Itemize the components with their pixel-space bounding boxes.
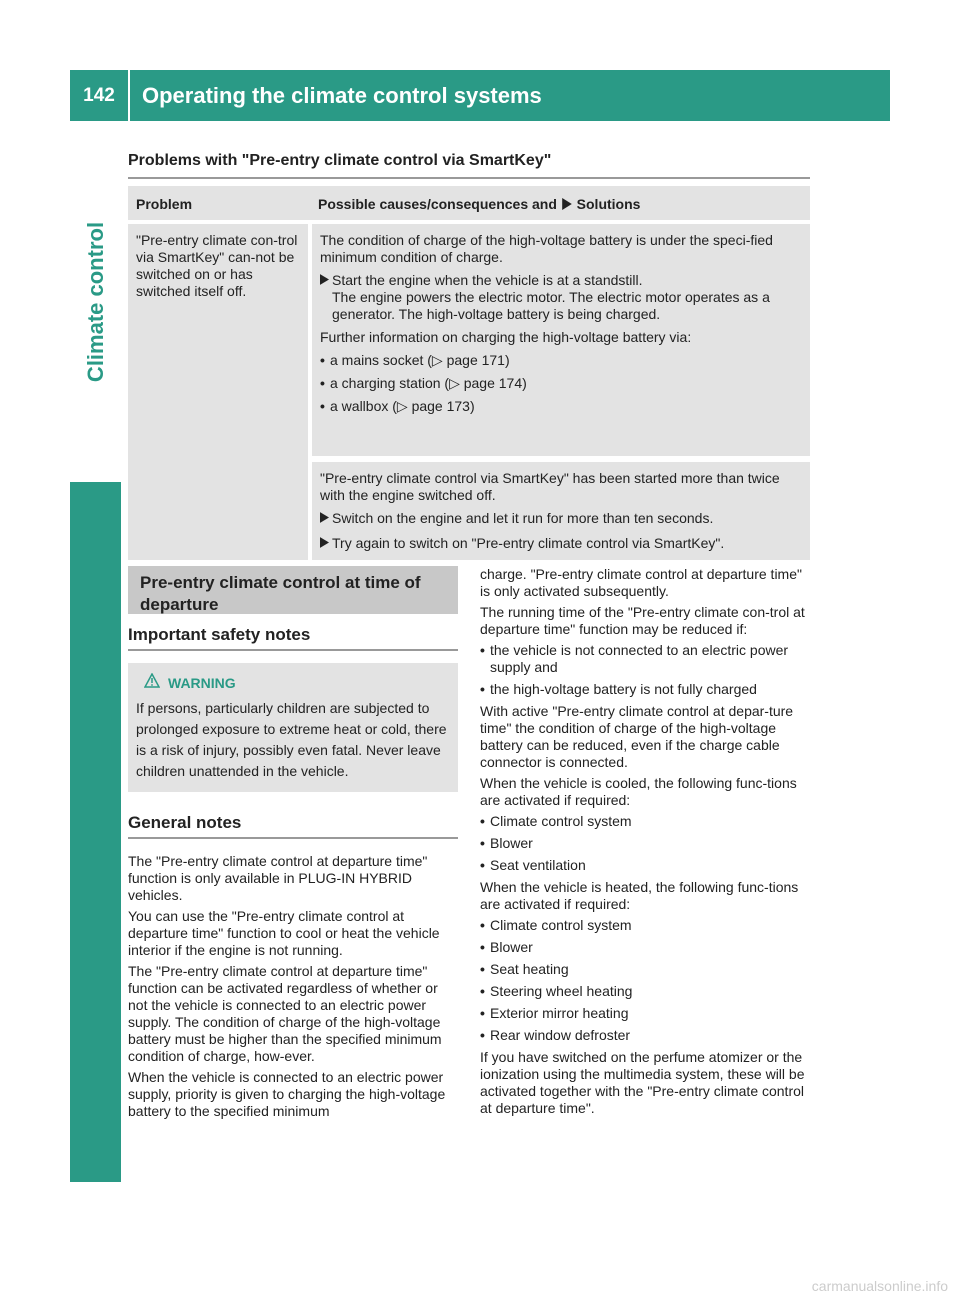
warning-title-row [136, 673, 450, 694]
list-item: • Blower [480, 835, 533, 851]
warning-triangle-icon [144, 673, 160, 694]
table-header [128, 186, 810, 220]
page-number: 142 [83, 84, 115, 106]
paragraph: With active "Pre-entry climate control at depar-ture time" the condition of charge of the high-voltage battery can be reduced, even if the charge cable connector is connected. [480, 703, 794, 770]
header-solutions-prefix: Possible causes/consequences and [318, 196, 557, 212]
paragraph: The "Pre-entry climate control at departure time" function can be activated regardless of whether or not the vehicle is connected to an electric power supply. The condition of charge of the high-voltage battery must be higher than the specified minimum condition of charge, how-ever. [128, 963, 442, 1064]
cause-cell-2 [312, 462, 810, 560]
side-tab-label: Climate control [82, 221, 108, 383]
list-item: • a charging station (▷ page 174) [320, 375, 527, 391]
safety-heading: Important safety notes [128, 626, 458, 651]
cause1-step [320, 272, 802, 323]
side-tab-bar [70, 482, 121, 1182]
list-item: • the vehicle is not connected to an electric power supply and [480, 642, 789, 675]
list-item: • the high-voltage battery is not fully charged [480, 681, 757, 697]
paragraph: charge. "Pre-entry climate control at departure time" is only activated subsequently. [480, 566, 802, 599]
paragraph: If you have switched on the perfume atomizer or the ionization using the multimedia system, these will be activated together with the "Pre-entry climate control at departure time". [480, 1049, 805, 1116]
cause1-further: Further information on charging the high-voltage battery via: [320, 329, 692, 345]
list-item: • Climate control system [480, 917, 632, 933]
footer-watermark: carmanualsonline.info [811, 1278, 948, 1294]
paragraph: When the vehicle is heated, the following func-tions are activated if required: [480, 879, 799, 912]
right-column [480, 566, 812, 1121]
warning-box [128, 663, 458, 792]
paragraph: When the vehicle is connected to an electric power supply, priority is given to charging the high-voltage battery to the specified minimum [128, 1069, 446, 1119]
paragraph: When the vehicle is cooled, the following func-tions are activated if required: [480, 775, 797, 808]
list-item: • Rear window defroster [480, 1027, 631, 1043]
cause2-step: Switch on the engine and let it run for more than ten seconds. [320, 510, 802, 529]
warning-text: If persons, particularly children are subjected to prolonged exposure to extreme heat or cold, there is a risk of injury, possibly even fatal. Never leave children unattended in the vehicle. [136, 700, 447, 779]
list-item: • a wallbox (▷ page 173) [320, 398, 475, 414]
cause1-text: The condition of charge of the high-voltage battery is under the speci-fied minimum condition of charge. [320, 232, 773, 265]
cause2-step: Try again to switch on "Pre-entry climate control via SmartKey". [320, 535, 802, 554]
side-tab [70, 122, 121, 482]
problem-cell: "Pre-entry climate con-trol via SmartKey" can-not be switched on or has switched itself off. [128, 224, 308, 560]
arrow-right-icon [320, 510, 332, 529]
paragraph: The running time of the "Pre-entry climate con-trol at departure time" function may be reduced if: [480, 604, 805, 637]
cause-cell-1 [312, 224, 810, 456]
list-item: • Seat ventilation [480, 857, 586, 873]
list-item: • Climate control system [480, 813, 632, 829]
problems-table [128, 186, 810, 560]
arrow-right-icon [561, 196, 577, 212]
section-title-rule [128, 177, 810, 179]
arrow-right-icon [320, 535, 332, 554]
list-item: • Seat heating [480, 961, 569, 977]
list-item: • Steering wheel heating [480, 983, 633, 999]
cause1-step-detail: The engine powers the electric motor. The electric motor operates as a generator. The high-voltage battery is being charged. [332, 289, 770, 322]
header-problem: Problem [136, 196, 193, 212]
section-title: Problems with "Pre-entry climate control via SmartKey" [128, 152, 552, 169]
arrow-right-icon [320, 272, 332, 323]
section-heading: Pre-entry climate control at time of departure [128, 566, 458, 614]
list-item: • Exterior mirror heating [480, 1005, 629, 1021]
paragraph: You can use the "Pre-entry climate control at departure time" function to cool or heat the vehicle interior if the engine is not running. [128, 908, 440, 958]
header-solutions [310, 186, 810, 220]
page-header [70, 70, 890, 121]
left-column [128, 566, 458, 1124]
paragraph: The "Pre-entry climate control at departure time" function is only available in PLUG-IN HYBRID vehicles. [128, 853, 428, 903]
header-solutions-suffix: Solutions [576, 196, 641, 212]
chapter-title: Operating the climate control systems [142, 82, 542, 108]
warning-title: WARNING [168, 675, 236, 691]
table-row [128, 224, 810, 560]
general-heading: General notes [128, 814, 458, 839]
cause2-text: "Pre-entry climate control via SmartKey" has been started more than twice with the engine switched off. [320, 470, 780, 503]
list-item: • Blower [480, 939, 533, 955]
list-item: • a mains socket (▷ page 171) [320, 352, 510, 368]
cause1-step-text: Start the engine when the vehicle is at a standstill. [332, 272, 643, 288]
